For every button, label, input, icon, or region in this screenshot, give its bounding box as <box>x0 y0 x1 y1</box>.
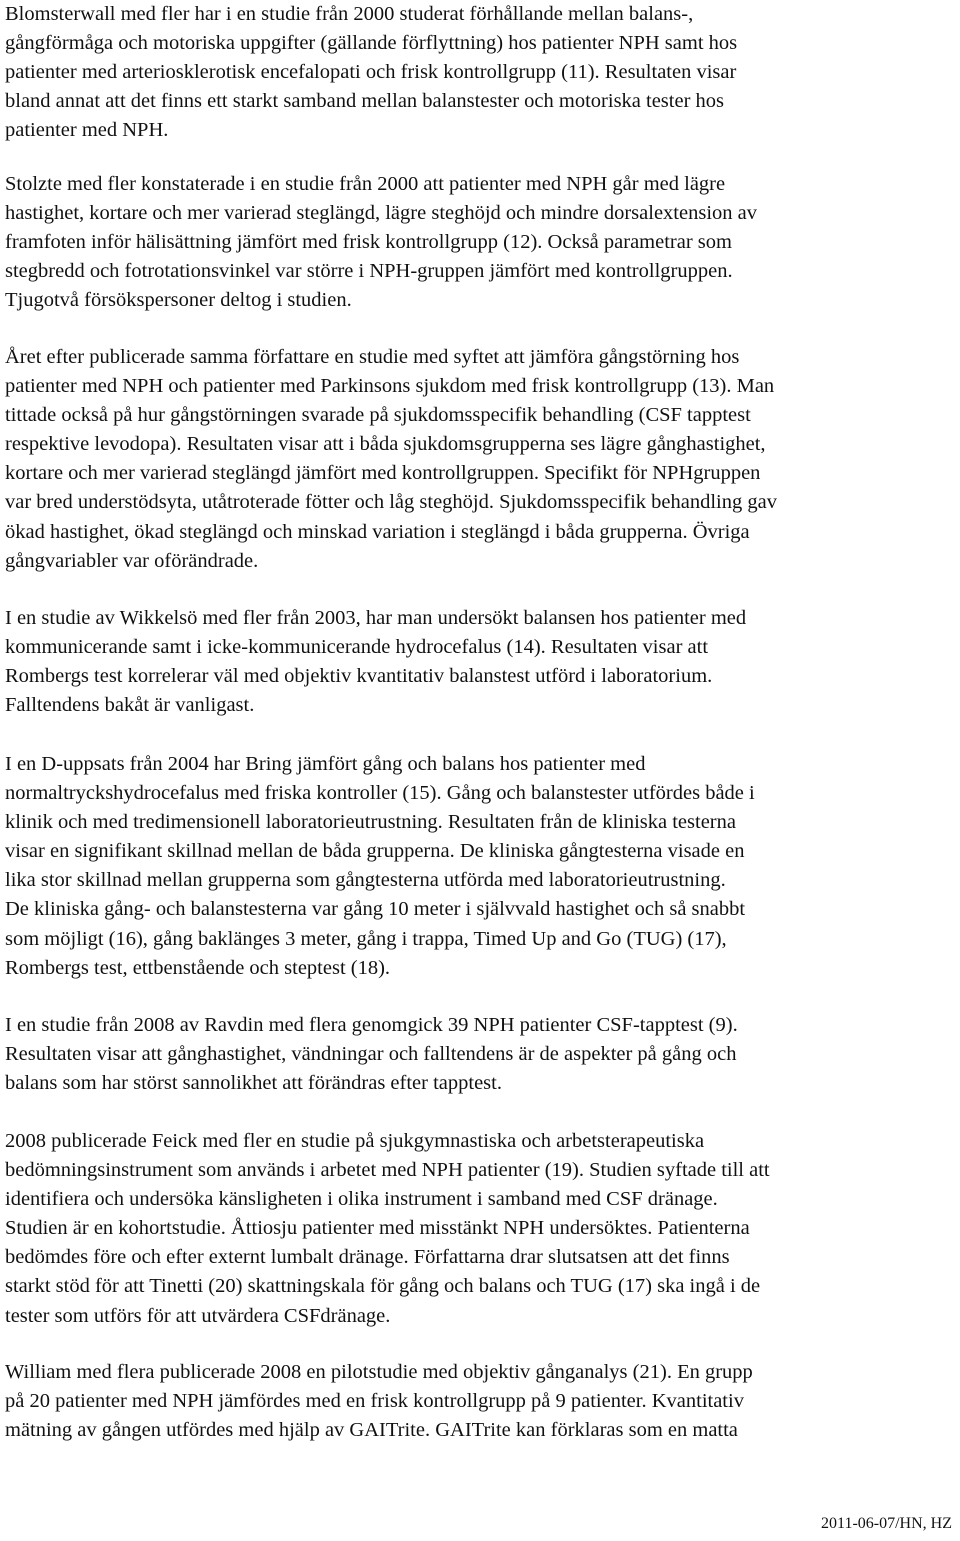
paragraph-stolzte: Stolzte med fler konstaterade i en studie från 2000 att patienter med NPH går med lägre hastighet, kortare och mer varierad steglängd, lägre steghöjd och mindre dorsalextension av framfoten inför hälisättning jämfört med frisk kontrollgrupp (12). Också parametrar som stegbredd och fotrotationsvinkel var större i NPH-gruppen jämfört med kontrollgruppen. Tjugotvå försökspersoner deltog i studien. <box>5 173 757 312</box>
paragraph-ravdin: I en studie från 2008 av Ravdin med flera genomgick 39 NPH patienter CSF-tapptest (9). Resultaten visar att gånghastighet, vändningar och falltendens är de aspekter på gång och balans som har störst sannolikhet att förändras efter tapptest. <box>5 1014 738 1095</box>
paragraph-d-uppsats: I en D-uppsats från 2004 har Bring jämfört gång och balans hos patienter med normaltryckshydrocefalus med friska kontroller (15). Gång och balanstester utfördes både i klinik och med tredimensionell laboratorieutrustning. Resultaten från de kliniska testerna visar en signifikant skillnad mellan de båda grupperna. De kliniska gångtesterna visade en lika stor skillnad mellan grupperna som gångtesterna utförda med laboratorieutrustning. De kliniska gång- och balanstesterna var gång 10 meter i självvald hastighet och så snabbt som möjligt (16), gång baklänges 3 meter, gång i trappa, Timed Up and Go (TUG) (17), Rombergs test, ettbenstående och steptest (18). <box>5 753 755 979</box>
paragraph-blomsterwall: Blomsterwall med fler har i en studie från 2000 studerat förhållande mellan balans-, gångförmåga och motoriska uppgifter (gällande förflyttning) hos patienter NPH samt hos patienter med arteriosklerotisk encefalopati och frisk kontrollgrupp (11). Resultaten visar bland annat att det finns ett starkt samband mellan balanstester och motoriska tester hos patienter med NPH. <box>5 3 738 142</box>
paragraph-william: William med flera publicerade 2008 en pilotstudie med objektiv gånganalys (21). En grupp på 20 patienter med NPH jämfördes med en frisk kontrollgrupp på 9 patienter. Kvantitativ mätning av gången utfördes med hjälp av GAITrite. GAITrite kan förklaras som en matta <box>5 1361 753 1442</box>
paragraph-wikkelso: I en studie av Wikkelsö med fler från 2003, har man undersökt balansen hos patienter med kommunicerande samt i icke-kommunicerande hydrocefalus (14). Resultaten visar att Rombergs test korrelerar väl med objektiv kvantitativ balanstest utförd i laboratorium. Falltendens bakåt är vanligast. <box>5 607 747 717</box>
page-footer: 2011-06-07/HN, HZ <box>821 1515 952 1532</box>
paragraph-aret-efter: Året efter publicerade samma författare en studie med syftet att jämföra gångstörning hos patienter med NPH och patienter med Parkinsons sjukdom med frisk kontrollgrupp (13). Man tittade också på hur gångstörningen svarade på sjukdomsspecifik behandling (CSF tapptest respektive levodopa). Resultaten visar att i båda sjukdomsgrupperna ses lägre gånghastighet, kortare och mer varierad steglängd jämfört med kontrollgruppen. Specifikt för NPHgruppen var bred understödsyta, utåtroterade fötter och låg steghöjd. Sjukdomsspecifik behandling gav ökad hastighet, ökad steglängd och minskad variation i steglängd i båda grupperna. Övriga gångvariabler var oförändrade. <box>5 346 777 572</box>
paragraph-feick: 2008 publicerade Feick med fler en studie på sjukgymnastiska och arbetsterapeutiska bedömningsinstrument som används i arbetet med NPH patienter (19). Studien syftade till att identifiera och undersöka känsligheten i olika instrument i samband med CSF dränage. Studien är en kohortstudie. Åttiosju patienter med misstänkt NPH undersöktes. Patienterna bedömdes före och efter externt lumbalt dränage. Författarna drar slutsatsen att det finns starkt stöd för att Tinetti (20) skattningskala för gång och balans och TUG (17) ska ingå i de tester som utförs för att utvärdera CSFdränage. <box>5 1130 770 1327</box>
